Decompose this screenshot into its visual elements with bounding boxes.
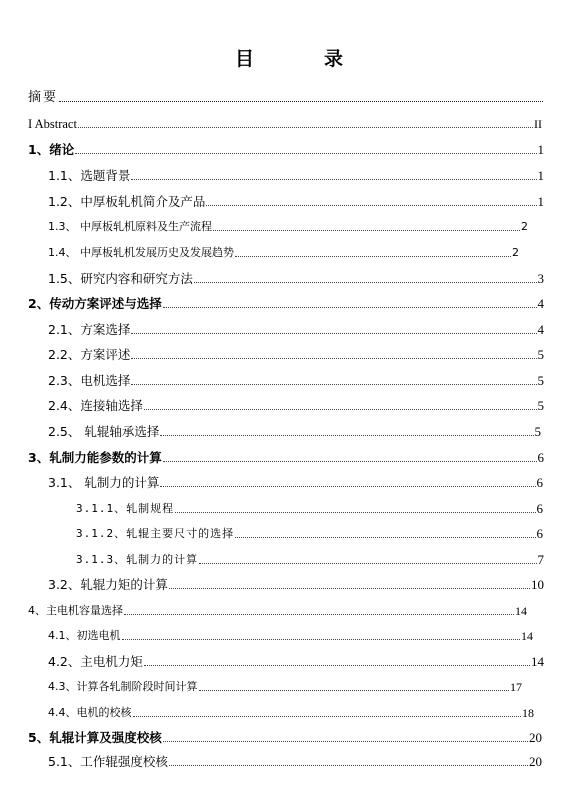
toc-entry-page: 4 [537,296,544,311]
toc-entry-2-3[interactable] [48,369,544,389]
toc-leader [131,358,536,359]
title-char-1: 目 [234,48,254,70]
toc-entry-label: 1.5、研究内容和研究方法 [48,271,193,286]
toc-entry-1-1[interactable] [48,164,544,184]
toc-entry-5-1[interactable] [48,750,542,770]
toc-entry-abstract-cn[interactable] [28,86,544,106]
toc-entry-page: 4 [537,322,544,337]
toc-entry-label: 1、绪论 [28,142,75,157]
toc-entry-label: 1.3、 中厚板轧机原料及生产流程 [48,220,212,233]
toc-entry-label: 3.2、轧辊力矩的计算 [48,577,168,592]
toc-leader [133,716,522,717]
toc-entry-page: 5 [537,398,544,413]
toc-entry-label: 1.2、中厚板轧机简介及产品 [48,194,206,209]
toc-leader [213,230,520,231]
toc-entry-page: 14 [531,654,544,669]
toc-entry-3-2[interactable] [48,573,544,593]
toc-leader [75,153,536,154]
toc-entry-label: 2.1、方案选择 [48,322,131,337]
toc-leader [206,205,536,206]
toc-entry-label: 4.4、电机的校核 [48,706,132,719]
toc-leader [160,435,533,436]
toc-leader [199,690,510,691]
toc-leader [131,333,536,334]
toc-entry-label: 3.1.1、轧制规程 [76,502,175,515]
toc-entry-label: 3.1、 轧制力的计算 [48,475,160,490]
toc-entry-label: 3.1.3、轧制力的计算 [76,553,199,566]
toc-entry-label: 5、轧辊计算及强度校核 [28,730,162,745]
toc-entry-label: 2.3、电机选择 [48,373,131,388]
toc-leader [169,765,528,766]
toc-entry-4-2[interactable] [48,650,544,670]
toc-entry-page: 1 [537,168,544,183]
toc-entry-4-3[interactable] [48,675,522,695]
toc-entry-label: 2.2、方案评述 [48,347,131,362]
toc-entry-page: 1 [537,194,544,209]
toc-leader [235,256,511,257]
toc-entry-abstract-en[interactable] [28,112,542,132]
toc-entry-page: 5 [537,373,544,388]
toc-entry-label: 摘要 [28,90,59,105]
toc-entry-page: 17 [510,680,522,694]
toc-leader [194,282,537,283]
toc-entry-2-2[interactable] [48,343,544,363]
toc-leader [175,512,535,513]
toc-leader [199,563,536,564]
toc-entry-label: 2.4、连接轴选择 [48,398,143,413]
toc-entry-4-1[interactable] [48,624,533,644]
toc-entry-page: 5 [534,424,541,439]
toc-entry-3-1-3[interactable] [76,548,544,568]
toc-entry-label: 4.1、初选电机 [48,629,121,642]
title-char-2: 录 [324,48,344,70]
toc-entry-page: 1 [537,142,544,157]
toc-leader [144,409,537,410]
toc-entry-label: 2.5、 轧辊轴承选择 [48,424,160,439]
toc-entry-label: 4、主电机容量选择 [28,604,123,617]
toc-entry-3-1-2[interactable] [76,522,543,542]
toc-leader [59,101,543,102]
toc-leader [78,127,533,128]
toc-entry-1-3[interactable] [48,215,528,235]
toc-entry-page: 5 [537,347,544,362]
toc-entry-label: 4.3、计算各轧制阶段时间计算 [48,680,198,693]
toc-entry-page: 6 [536,475,543,490]
toc-entry-label: I Abstract [28,117,77,131]
toc-leader [235,537,535,538]
toc-entry-page: 20 [529,730,542,745]
toc-entry-1-2[interactable] [48,190,544,210]
toc-leader [169,588,530,589]
toc-leader [144,665,530,666]
toc-leader [131,179,536,180]
toc-leader [131,384,536,385]
toc-entry-2-4[interactable] [48,394,544,414]
toc-entry-3-1[interactable] [48,471,543,491]
toc-leader [124,614,514,615]
toc-entry-label: 2、传动方案评述与选择 [28,296,162,311]
toc-entry-page: 6 [536,526,543,541]
toc-entry-page: 6 [536,501,543,516]
toc-entry-page: 2 [512,246,519,259]
toc-entry-page: 18 [522,706,534,720]
toc-entry-label: 3、轧制力能参数的计算 [28,450,162,465]
toc-entry-ch1[interactable] [28,138,544,158]
toc-entry-ch3[interactable] [28,446,544,466]
toc-entry-2-5[interactable] [48,420,541,440]
toc-entry-label: 1.1、选题背景 [48,168,131,183]
toc-entry-1-5[interactable] [48,267,544,287]
toc-entry-ch5[interactable] [28,726,542,746]
toc-entry-label: 3.1.2、轧辊主要尺寸的选择 [76,527,235,540]
toc-entry-page: 20 [529,754,542,769]
toc-entry-ch4[interactable] [28,599,527,619]
toc-entry-page: 7 [537,552,544,567]
toc-entry-page: II [534,117,542,131]
toc-leader [160,486,535,487]
toc-entry-4-4[interactable] [48,701,534,721]
toc-entry-label: 5.1、工作辊强度校核 [48,754,168,769]
toc-entry-1-4[interactable] [48,241,519,261]
toc-entry-ch2[interactable] [28,292,544,312]
toc-entry-page: 6 [537,450,544,465]
toc-entry-page: 3 [537,271,544,286]
toc-leader [122,639,521,640]
toc-leader [163,741,528,742]
toc-entry-page: 14 [515,604,527,618]
toc-leader [163,307,537,308]
toc-entry-label: 1.4、 中厚板轧机发展历史及发展趋势 [48,246,234,259]
toc-entry-label: 4.2、主电机力矩 [48,654,143,669]
toc-entry-2-1[interactable] [48,318,544,338]
toc-entry-3-1-1[interactable] [76,497,543,517]
toc-entry-page: 2 [521,220,528,233]
toc-entry-page: 14 [521,629,533,643]
toc-leader [163,461,537,462]
toc-entry-page: 10 [531,577,544,592]
